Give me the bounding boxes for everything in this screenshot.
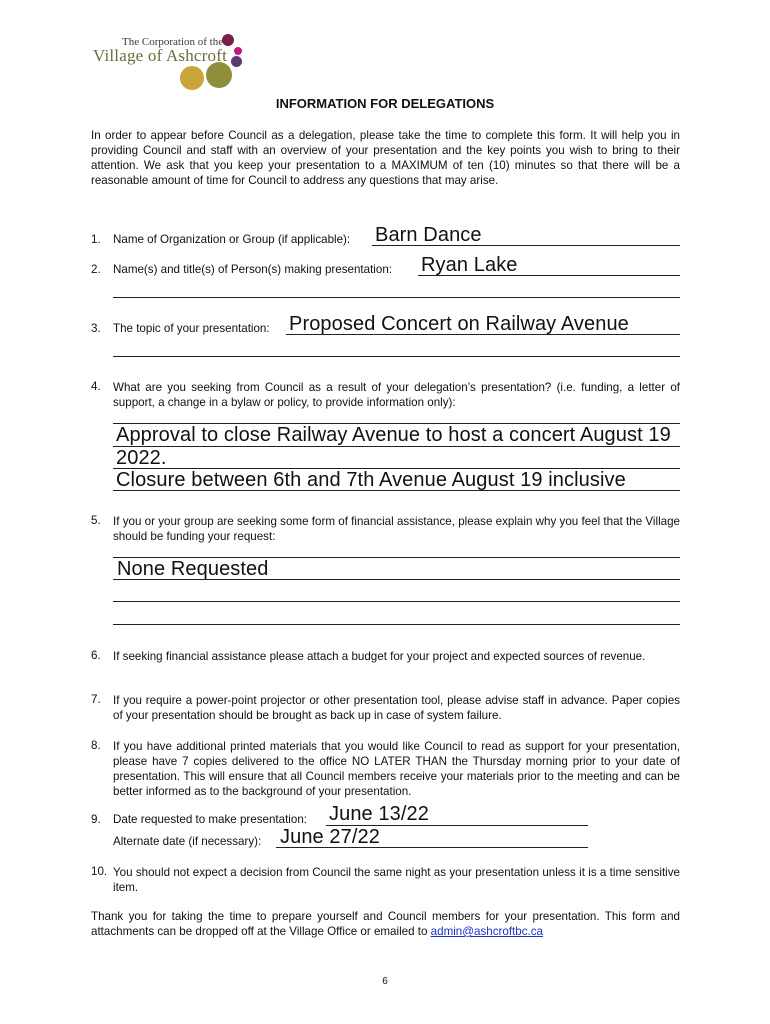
q10-number: 10. (91, 865, 108, 878)
q4-answer-line-2[interactable]: 2022. (116, 447, 167, 469)
q8-number: 8. (91, 739, 101, 752)
q4-answer-line-1[interactable]: Approval to close Railway Avenue to host a concert August 19 (116, 424, 671, 446)
q3-number: 3. (91, 322, 101, 335)
q3-answer[interactable]: Proposed Concert on Railway Avenue (289, 313, 629, 335)
q9-label: Date requested to make presentation: (113, 813, 307, 826)
intro-paragraph: In order to appear before Council as a delegation, please take the time to complete this form. It will help you in providing Council and staff with an overview of your presentation and the key points you wish to bring to their attention. We ask that you keep your presentation to a MAXIMUM of ten (10) minutes so that there will be a reasonable amount of time for Council to address any questions that may arise. (91, 129, 680, 187)
closing-paragraph (91, 909, 680, 939)
q7-number: 7. (91, 693, 101, 706)
page-number: 6 (382, 976, 388, 987)
q5-line-3 (113, 601, 680, 602)
q2-extra-line (113, 297, 680, 298)
q3-extra-line (113, 356, 680, 357)
q4-number: 4. (91, 380, 101, 393)
logo-line-1: The Corporation of the (122, 36, 224, 48)
q1-answer[interactable]: Barn Dance (375, 224, 482, 246)
q9-alt-answer[interactable]: June 27/22 (280, 826, 380, 848)
logo-dot-magenta (234, 47, 242, 55)
q2-label: Name(s) and title(s) of Person(s) making presentation: (113, 263, 393, 276)
q6-number: 6. (91, 649, 101, 662)
q5-answer[interactable]: None Requested (117, 558, 269, 580)
q6-text: If seeking financial assistance please attach a budget for your project and expected sources of revenue. (113, 650, 646, 663)
q1-number: 1. (91, 233, 101, 246)
logo-line-2: Village of Ashcroft (93, 46, 228, 65)
q8-text: If you have additional printed materials that you would like Council to read as support for your presentation, please have 7 copies delivered to the office NO LATER THAN the Thursday morning prior to your date of presentation. This will ensure that all Council members receive your materials prior to the meeting and can be better informed as to the background of your presentation. (113, 740, 680, 798)
q7-text: If you require a power-point projector or other presentation tool, please advise staff in advance. Paper copies of your presentation should be brought as back up in case of system failure. (113, 694, 680, 722)
q10-text: You should not expect a decision from Council the same night as your presentation unless it is a time sensitive item. (113, 866, 680, 894)
logo-dot-gold (180, 66, 204, 90)
q3-label: The topic of your presentation: (113, 322, 270, 335)
page-title: INFORMATION FOR DELEGATIONS (275, 96, 495, 111)
q5-label: If you or your group are seeking some form of financial assistance, please explain why you feel that the Village should be funding your request: (113, 515, 680, 543)
q5-line-4 (113, 624, 680, 625)
q5-number: 5. (91, 514, 101, 527)
q4-answer-line-3[interactable]: Closure between 6th and 7th Avenue August 19 inclusive (116, 469, 626, 491)
closing-text: Thank you for taking the time to prepare yourself and Council members for your presentation. This form and attachments can be dropped off at the Village Office or emailed to (91, 910, 680, 938)
q2-number: 2. (91, 263, 101, 276)
email-link[interactable]: admin@ashcroftbc.ca (430, 925, 543, 938)
logo-dot-plum (222, 34, 234, 46)
q9-alt-label: Alternate date (if necessary): (113, 835, 262, 848)
q4-label: What are you seeking from Council as a result of your delegation’s presentation? (i.e. funding, a letter of support, a change in a bylaw or policy, to provide information only): (113, 381, 680, 409)
q9-number: 9. (91, 813, 101, 826)
q2-answer[interactable]: Ryan Lake (421, 254, 518, 276)
q9-answer[interactable]: June 13/22 (329, 803, 429, 825)
q1-label: Name of Organization or Group (if applicable): (113, 233, 351, 246)
logo-dot-purple (231, 56, 242, 67)
